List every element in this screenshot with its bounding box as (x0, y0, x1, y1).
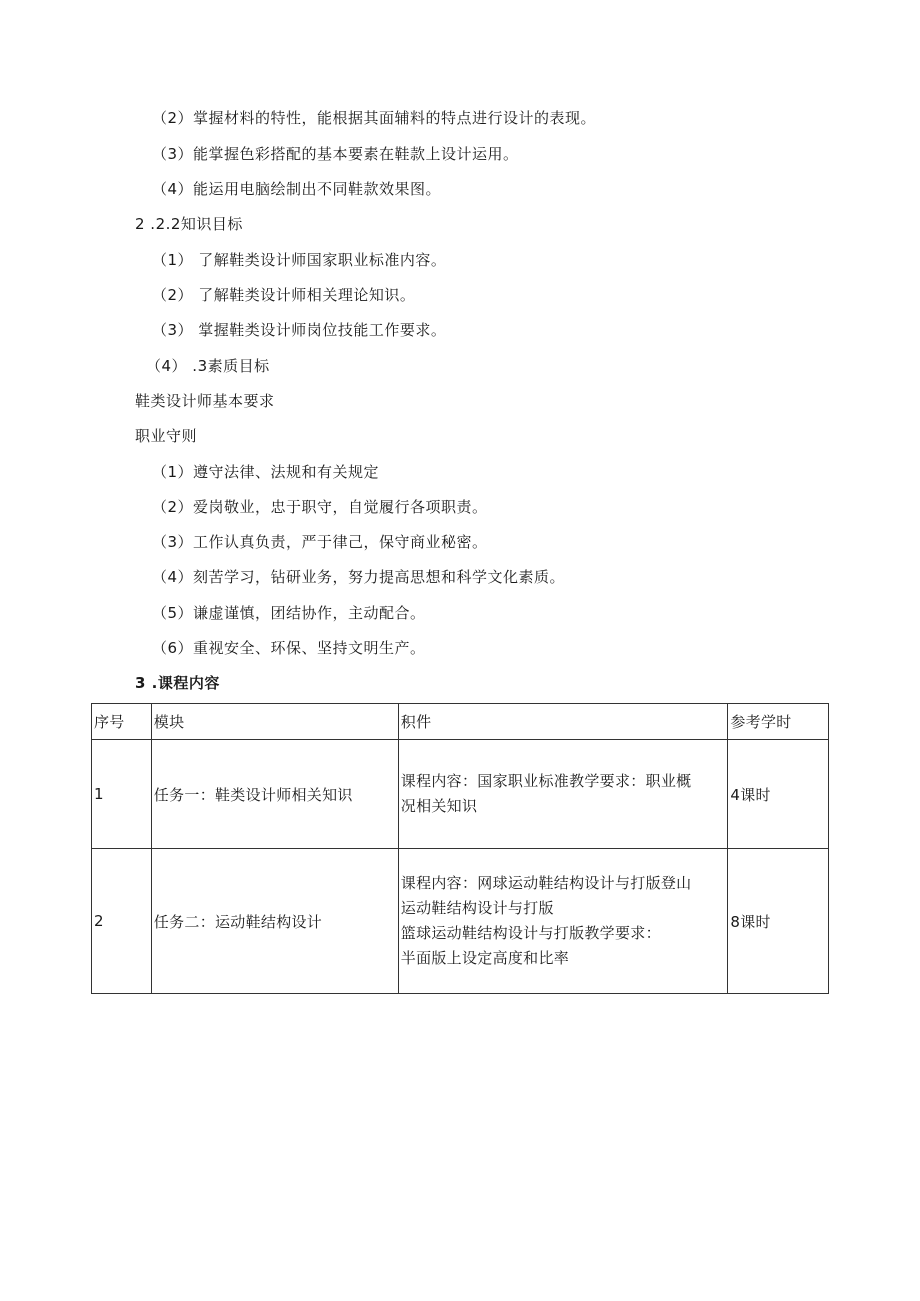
course-content-table (91, 703, 829, 994)
content-line: 课程内容：网球运动鞋结构设计与打版登山 (400, 874, 692, 892)
row-content (398, 740, 728, 849)
row-number: 2 (92, 849, 152, 994)
row-number: 1 (92, 740, 152, 849)
table-row (92, 849, 829, 994)
basic-requirements-heading: 鞋类设计师基本要求 (135, 392, 275, 410)
knowledge-item-2: （2） 了解鞋类设计师相关理论知识。 (152, 286, 416, 304)
conduct-item-2: （2）爱岗敬业，忠于职守，自觉履行各项职责。 (152, 498, 488, 516)
code-of-conduct-heading: 职业守则 (135, 427, 198, 445)
row-module: 任务二：运动鞋结构设计 (151, 849, 398, 994)
knowledge-item-3: （3） 掌握鞋类设计师岗位技能工作要求。 (152, 321, 447, 339)
row-hours: 4课时 (728, 740, 829, 849)
header-number: 序号 (92, 704, 152, 740)
skill-item-2: （2）掌握材料的特性，能根据其面辅料的特点进行设计的表现。 (152, 109, 597, 127)
skill-item-3: （3）能掌握色彩搭配的基本要素在鞋款上设计运用。 (152, 145, 519, 163)
content-line: 半面版上设定高度和比率 (400, 949, 570, 967)
section-heading-knowledge: 2 .2.2知识目标 (135, 215, 243, 233)
conduct-item-6: （6）重视安全、环保、坚持文明生产。 (152, 639, 426, 657)
section-heading-quality: （4） .3素质目标 (146, 357, 270, 375)
conduct-item-4: （4）刻苦学习，钻研业务，努力提高思想和科学文化素质。 (152, 568, 566, 586)
header-module: 模块 (151, 704, 398, 740)
row-module: 任务一：鞋类设计师相关知识 (151, 740, 398, 849)
content-line: 课程内容：国家职业标准教学要求：职业概 (400, 772, 692, 790)
table-row (92, 740, 829, 849)
content-line: 运动鞋结构设计与打版 (400, 899, 554, 917)
content-line: 况相关知识 (400, 797, 478, 815)
conduct-item-1: （1）遵守法律、法规和有关规定 (152, 463, 380, 481)
knowledge-item-1: （1） 了解鞋类设计师国家职业标准内容。 (152, 251, 447, 269)
table-header-row (92, 704, 829, 740)
section-heading-course-content: 3 .课程内容 (135, 674, 220, 692)
conduct-item-5: （5）谦虚谨慎，团结协作，主动配合。 (152, 604, 426, 622)
content-line: 篮球运动鞋结构设计与打版教学要求： (400, 924, 661, 942)
header-content: 积件 (398, 704, 728, 740)
row-hours: 8课时 (728, 849, 829, 994)
row-content (398, 849, 728, 994)
conduct-item-3: （3）工作认真负责，严于律己，保守商业秘密。 (152, 533, 488, 551)
skill-item-4: （4）能运用电脑绘制出不同鞋款效果图。 (152, 180, 442, 198)
header-hours: 参考学时 (728, 704, 829, 740)
